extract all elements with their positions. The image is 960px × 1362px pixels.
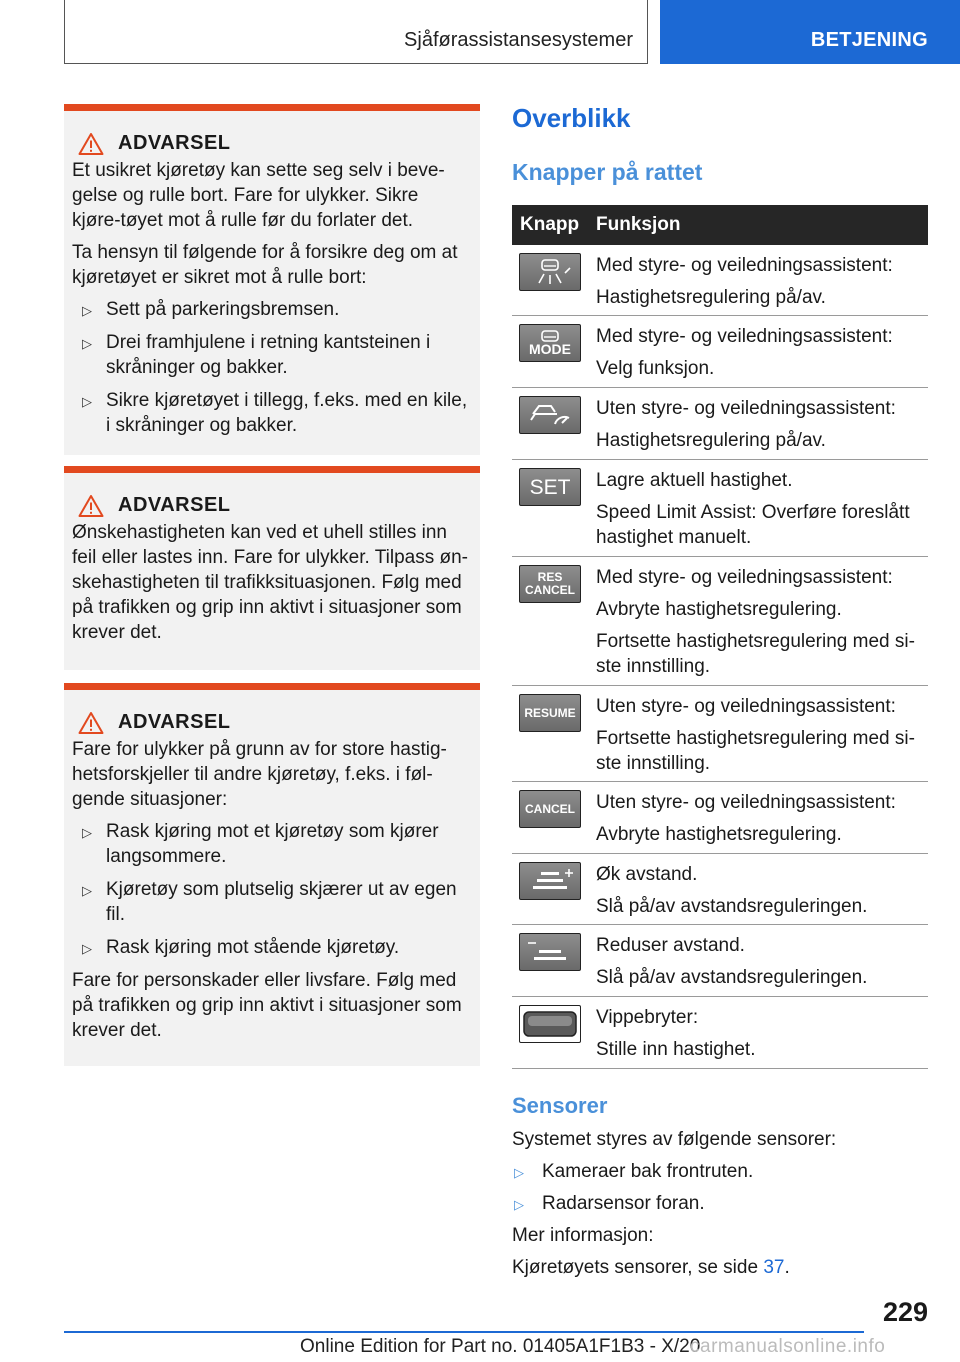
warning-text: Ønskehastigheten kan ved et uhell stilles inn feil eller lastes inn. Fare for ulykker. Tilpass øn-skehastigheten til trafikksituasjonen. Følg med på trafikken og grip inn aktivt i situasjoner som krever det. — [72, 522, 468, 643]
buttons-table — [512, 205, 928, 1069]
function-text: Hastighetsregulering på/av. — [596, 430, 826, 451]
function-text: Fortsette hastighetsregulering med si-ste innstilling. — [596, 728, 915, 774]
table-row — [512, 997, 928, 1069]
table-row — [512, 316, 928, 388]
list-item: ▷ Radarsensor foran. — [512, 1191, 928, 1216]
column-header-button: Knapp — [520, 214, 580, 235]
bullet-triangle-icon: ▷ — [514, 1197, 524, 1212]
function-text: Øk avstand. — [596, 864, 698, 885]
header-section-box — [64, 0, 648, 64]
cruise-control-icon — [519, 396, 581, 434]
list-item: ▷ Kameraer bak frontruten. — [512, 1159, 928, 1184]
function-text: Vippebryter: — [596, 1007, 699, 1028]
column-header-function: Funksjon — [596, 214, 681, 235]
warning-box-speed-setting — [64, 466, 480, 670]
function-text: Med styre- og veiledningsassistent: — [596, 255, 893, 276]
function-text: Avbryte hastighetsregulering. — [596, 599, 842, 620]
sensors-section — [512, 1127, 928, 1287]
bullet-triangle-icon: ▷ — [82, 883, 92, 898]
function-text: Avbryte hastighetsregulering. — [596, 824, 842, 845]
header-chapter-title: BETJENING — [810, 29, 928, 51]
cross-reference: Kjøretøyets sensorer, se side 37. — [512, 1257, 790, 1278]
function-text: Velg funksjon. — [596, 358, 715, 379]
function-text: Slå på/av avstandsreguleringen. — [596, 967, 868, 988]
bullet-triangle-icon: ▷ — [514, 1165, 524, 1180]
warning-title: ADVARSEL — [118, 132, 231, 154]
table-row — [512, 925, 928, 997]
table-row — [512, 686, 928, 782]
mode-icon: MODE — [519, 324, 581, 362]
warning-text: Et usikret kjøretøy kan sette seg selv i beve-gelse og rulle bort. Fare for ulykker. Sikre kjøre-tøyet mot å rulle før du forlater det. — [72, 160, 445, 231]
function-text: Fortsette hastighetsregulering med si-ste innstilling. — [596, 631, 915, 677]
warning-list-item: ▷ Drei framhjulene i retning kantsteinen i skråninger og bakker. — [82, 332, 431, 378]
warning-list-item: ▷ Rask kjøring mot et kjøretøy som kjører langsommere. — [82, 821, 439, 867]
warning-list-item: ▷ Kjøretøy som plutselig skjærer ut av egen fil. — [82, 879, 457, 925]
sensors-title: Sensorer — [512, 1093, 608, 1118]
function-text: Uten styre- og veiledningsassistent: — [596, 398, 896, 419]
section-title: Overblikk — [512, 103, 631, 133]
warning-title: ADVARSEL — [118, 494, 231, 516]
function-text: Uten styre- og veiledningsassistent: — [596, 792, 896, 813]
function-text: Reduser avstand. — [596, 935, 745, 956]
table-row — [512, 854, 928, 925]
function-text: Stille inn hastighet. — [596, 1039, 756, 1060]
function-text: Uten styre- og veiledningsassistent: — [596, 696, 896, 717]
table-row — [512, 557, 928, 686]
warning-text: Fare for ulykker på grunn av for store hastig-hetsforskjeller til andre kjøretøy, f.eks. i føl-gende situasjoner: — [72, 739, 447, 810]
distance-decrease-icon — [519, 933, 581, 971]
page-reference-link[interactable]: 37 — [763, 1257, 785, 1278]
set-icon: SET — [519, 468, 581, 506]
distance-increase-icon — [519, 862, 581, 900]
warning-box-speed-difference — [64, 683, 480, 1066]
sensors-intro: Systemet styres av følgende sensorer: — [512, 1129, 837, 1150]
warning-title: ADVARSEL — [118, 711, 231, 733]
bullet-triangle-icon: ▷ — [82, 336, 92, 351]
page-number: 229 — [882, 1297, 928, 1327]
header-chapter-tab — [660, 0, 960, 64]
function-text: Slå på/av avstandsreguleringen. — [596, 896, 868, 917]
warning-triangle-icon — [78, 132, 104, 156]
table-row — [512, 388, 928, 460]
bullet-triangle-icon: ▷ — [82, 394, 92, 409]
bullet-triangle-icon: ▷ — [82, 941, 92, 956]
sensors-list — [512, 1159, 928, 1216]
res-cancel-icon: RES CANCEL — [519, 565, 581, 603]
function-text: Speed Limit Assist: Overføre foreslått hastighet manuelt. — [596, 502, 910, 548]
function-text: Med styre- og veiledningsassistent: — [596, 567, 893, 588]
warning-list-item: ▷ Rask kjøring mot stående kjøretøy. — [72, 935, 472, 960]
warning-list — [72, 819, 472, 960]
table-row — [512, 782, 928, 854]
subsection-title: Knapper på rattet — [512, 159, 703, 185]
function-text: Med styre- og veiledningsassistent: — [596, 326, 893, 347]
footer-divider — [64, 1331, 864, 1333]
bullet-triangle-icon: ▷ — [82, 303, 92, 318]
warning-triangle-icon — [78, 711, 104, 735]
steering-assist-speed-icon — [519, 253, 581, 291]
table-header — [512, 205, 928, 245]
cancel-icon: CANCEL — [519, 790, 581, 828]
watermark: carmanualsonline.info — [690, 1336, 886, 1357]
resume-icon: RESUME — [519, 694, 581, 732]
table-row — [512, 245, 928, 316]
more-info-label: Mer informasjon: — [512, 1225, 654, 1246]
warning-text: Fare for personskader eller livsfare. Følg med på trafikken og grip inn aktivt i situasjoner som krever det. — [72, 970, 462, 1041]
warning-list-item: ▷ Sett på parkeringsbremsen. — [72, 297, 472, 322]
warning-triangle-icon — [78, 494, 104, 518]
warning-list — [72, 297, 472, 438]
function-text: Lagre aktuell hastighet. — [596, 470, 793, 491]
function-text: Hastighetsregulering på/av. — [596, 287, 826, 308]
warning-list-item: ▷ Sikre kjøretøyet i tillegg, f.eks. med en kile, i skråninger og bakker. — [82, 390, 468, 436]
warning-text: Ta hensyn til følgende for å forsikre deg om at kjøretøyet er sikret mot å rulle bort: — [72, 242, 458, 288]
warning-box-rolling — [64, 104, 480, 455]
footer-edition: Online Edition for Part no. 01405A1F1B3 - X/20 — [300, 1336, 701, 1357]
header-section-title: Sjåførassistansesystemer — [404, 29, 633, 51]
bullet-triangle-icon: ▷ — [82, 825, 92, 840]
table-row — [512, 460, 928, 557]
rocker-switch-icon — [519, 1005, 581, 1043]
